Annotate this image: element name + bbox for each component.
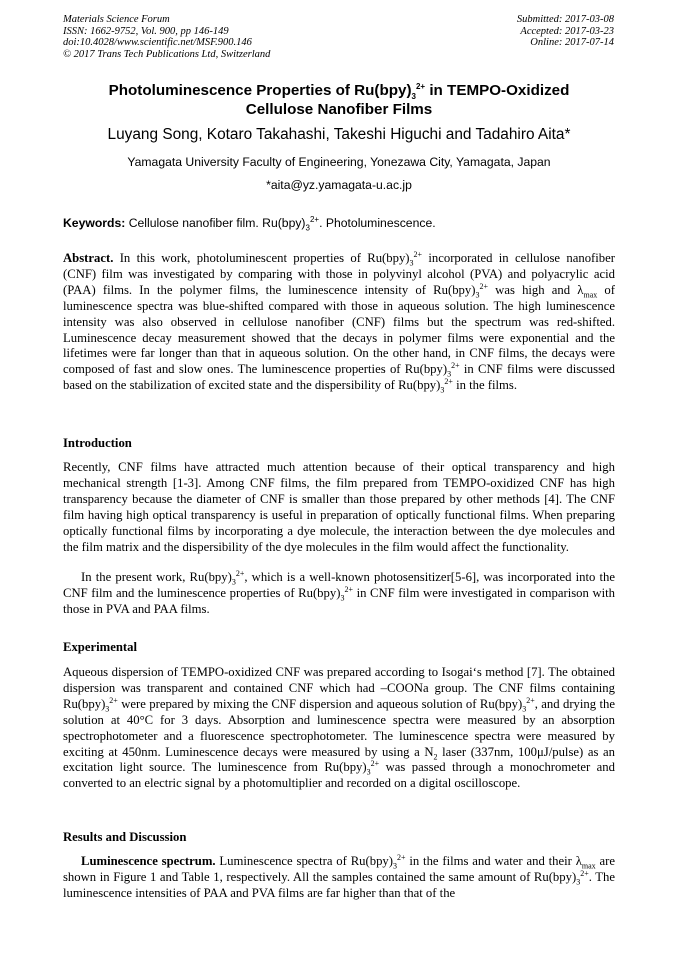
experimental-heading: Experimental bbox=[63, 640, 138, 654]
accepted-date: Accepted: 2017-03-23 bbox=[520, 25, 614, 37]
paper-title: Photoluminescence Properties of $Ru(bpy)_3^{2+}$ in TEMPO-Oxidized Cellulose Nanofiber Films bbox=[108, 81, 570, 118]
keywords: Keywords: Cellulose nanofiber film. $Ru(bpy)_3^{2+}$. Photoluminescence. bbox=[63, 214, 436, 233]
abstract: Abstract. In this work, photoluminescent properties of $Ru(bpy)_3^{2+}$ incorporated in cellulose nanofiber (CNF) film was investigated by comparing with those in polyvinyl alcohol (PVA) and polyacrylic acid (PAA) films. In the polymer films, the luminescence intensity of $Ru(bpy)_3^{2+}$ was high and $\lambda_{max}$ of luminescence spectra was blue-shifted compared with those in aqueous solution. The high luminescence intensity was also observed in cellulose nanofiber (CNF) films but the spectrum was red-shifted. Luminescence decay measurement showed that the decays in polymer films were exponential and the lifetimes were far longer than that in aqueous solution. On the other hand, in CNF films, the decays were composed of fast and slow ones. The luminescence properties of $Ru(bpy)_3^{2+}$ in CNF films were discussed based on the stabilization of excited state and the dispersibility of $Ru(bpy)_3^{2+}$ in the films. bbox=[63, 249, 616, 395]
experimental-paragraph: Aqueous dispersion of TEMPO-oxidized CNF was prepared according to Isogai‘s method [7]. The obtained dispersion was transparent and contained CNF which had –COONa group. The CNF films containing $Ru(bpy)_3^{2+}$ were prepared by mixing the CNF dispersion and aqueous solution of $Ru(bpy)_3^{2+}$, and drying the solution at 40°C for 3 days. Absorption and luminescence spectra were measured by an absorption spectrophotometer and a fluorescence spectrophotometer. The luminescence spectra were measured by exciting at 450nm. Luminescence decays were measured by using a $N_2$ laser (337nm, 100μJ/pulse) as an excitation light source. The luminescence from $Ru(bpy)_3^{2+}$ was passed through a monochrometer and converted to an electric signal by a photomultiplier and recorded on a digital oscilloscope. bbox=[63, 665, 616, 791]
copyright-line: © 2017 Trans Tech Publications Ltd, Switzerland bbox=[63, 48, 271, 60]
online-date: Online: 2017-07-14 bbox=[530, 37, 614, 49]
submitted-date: Submitted: 2017-03-08 bbox=[516, 14, 614, 25]
submission-dates bbox=[517, 14, 614, 49]
introduction-paragraph-2: In the present work, $Ru(bpy)_3^{2+}$, which is a well-known photosensitizer[5-6], was incorporated into the CNF film and the luminescence properties of $Ru(bpy)_3^{2+}$ in CNF film were investigated in comparison with those in PVA and PAA films. bbox=[63, 568, 615, 616]
author-list: Luyang Song, Kotaro Takahashi, Takeshi Higuchi and Tadahiro Aita* bbox=[107, 126, 571, 143]
issn-line: ISSN: 1662-9752, Vol. 900, pp 146-149 bbox=[63, 25, 229, 37]
journal-info bbox=[63, 14, 270, 60]
introduction-paragraph-1: Recently, CNF films have attracted much attention because of their optical transparency and high mechanical strength [1-3]. Among CNF films, the film prepared from TEMPO-oxidized CNF has high transparency because the diameter of CNF is smaller than those prepared by other methods [4]. The CNF film having high optical transparency is useful in preparation of optically functional films. When preparing optically functional films by incorporating a dye molecule, the interaction between the dye molecules and the film matrix and the dispersibility of the dye molecules in the film would affect the functionality. bbox=[63, 460, 615, 554]
results-heading: Results and Discussion bbox=[63, 830, 187, 844]
journal-name: Materials Science Forum bbox=[63, 14, 170, 25]
corresponding-email[interactable]: *aita@yz.yamagata-u.ac.jp bbox=[266, 178, 412, 192]
doi-line: doi:10.4028/www.scientific.net/MSF.900.146 bbox=[63, 37, 252, 49]
results-paragraph: Luminescence spectrum. Luminescence spectra of $Ru(bpy)_3^{2+}$ in the films and water and their $\lambda_{max}$ are shown in Figure 1 and Table 1, respectively. All the samples contained the same amount of $Ru(bpy)_3^{2+}$. The luminescence intensities of PAA and PVA films are far higher than that of the bbox=[63, 852, 615, 900]
introduction-heading: Introduction bbox=[63, 436, 132, 450]
affiliation: Yamagata University Faculty of Engineering, Yonezawa City, Yamagata, Japan bbox=[127, 155, 551, 169]
